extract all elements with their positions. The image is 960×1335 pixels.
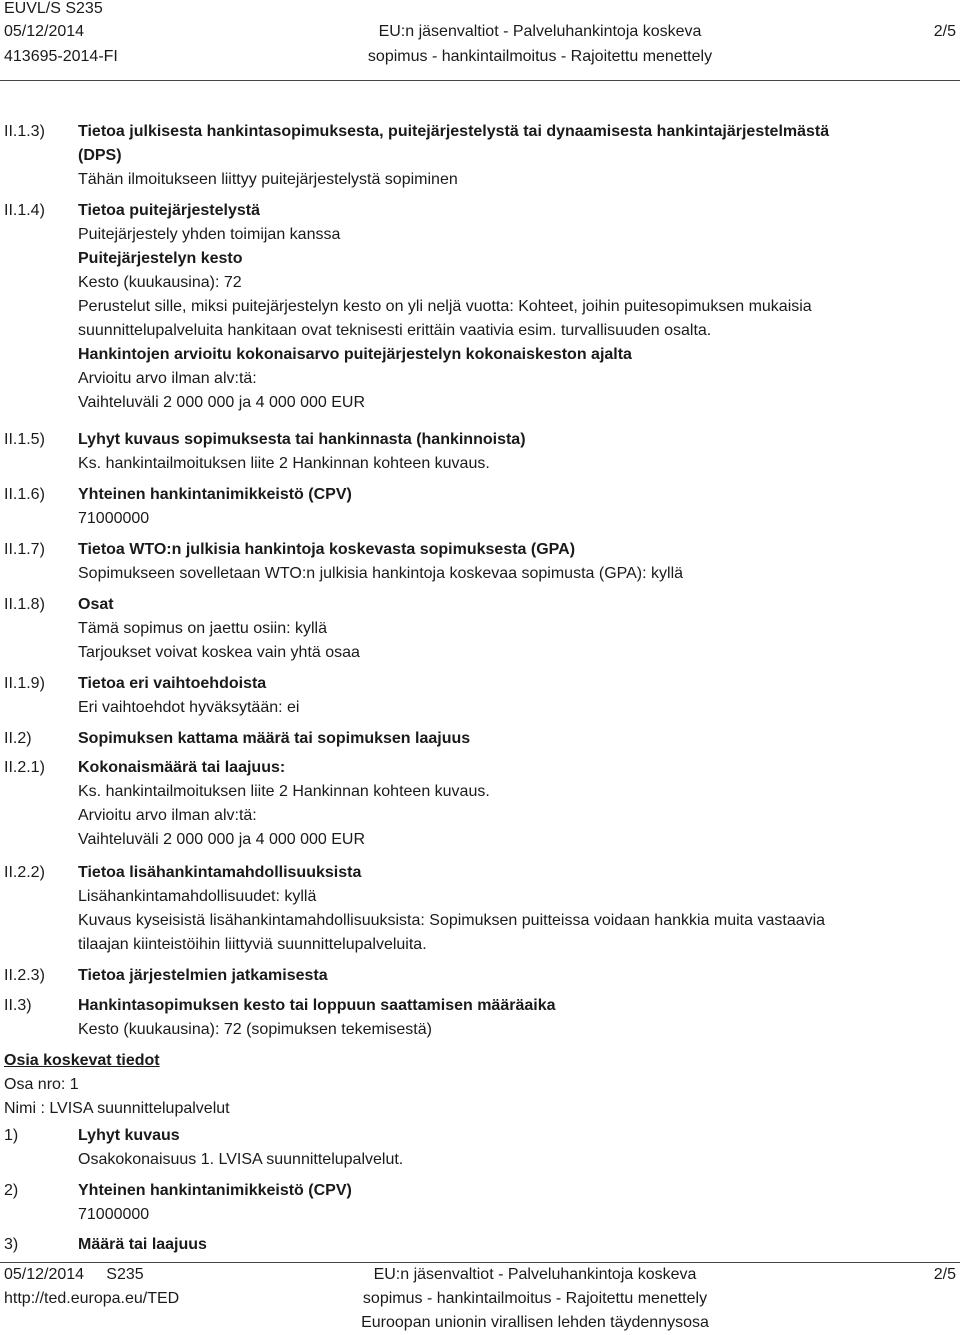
lot-item-heading: Määrä tai laajuus xyxy=(78,1236,207,1253)
section-heading: Yhteinen hankintanimikkeistö (CPV) xyxy=(78,486,352,503)
section-text xyxy=(78,120,918,192)
section-heading: Hankintasopimuksen kesto tai loppuun saattamisen määräaika xyxy=(78,997,556,1014)
header-page-number: 2/5 xyxy=(933,23,956,40)
lots-heading: Osia koskevat tiedot xyxy=(4,1052,160,1069)
lots-section xyxy=(4,1049,230,1121)
footer-url[interactable]: http://ted.europa.eu/TED xyxy=(4,1290,180,1307)
lot-item-number: 3) xyxy=(4,1236,19,1253)
header-title-2: sopimus - hankintailmoitus - Rajoitettu menettely xyxy=(367,48,713,65)
section-text xyxy=(78,964,918,988)
section-text xyxy=(78,756,918,852)
page-footer xyxy=(0,1262,960,1334)
section-line: Arvioitu arvo ilman alv:tä: xyxy=(78,807,257,824)
lot-item-number: 2) xyxy=(4,1182,19,1199)
section-heading: Tietoa eri vaihtoehdoista xyxy=(78,675,267,692)
lot-item-text xyxy=(78,1124,918,1172)
section-line: Kuvaus kyseisistä lisähankintamahdollisuuksista: Sopimuksen puitteissa voidaan hankkia muita vastaavia xyxy=(78,912,826,929)
section-line: Puitejärjestely yhden toimijan kanssa xyxy=(78,226,341,243)
section-line: Tähän ilmoitukseen liittyy puitejärjestelystä sopiminen xyxy=(78,171,458,188)
section-number: II.2.1) xyxy=(4,759,45,776)
footer-date-code: 05/12/2014 S235 xyxy=(4,1266,144,1283)
section-number: II.1.4) xyxy=(4,202,45,219)
section-line: Perustelut sille, miksi puitejärjestelyn kesto on yli neljä vuotta: Kohteet, joihin puitesopimuksen mukaisia xyxy=(78,298,812,315)
lot-name: Nimi : LVISA suunnittelupalvelut xyxy=(4,1100,230,1117)
section-heading: Kokonaismäärä tai laajuus: xyxy=(78,759,286,776)
section-text xyxy=(78,593,918,665)
section-number: II.1.9) xyxy=(4,675,45,692)
section-line: Kesto (kuukausina): 72 xyxy=(78,274,242,291)
section-text xyxy=(78,483,918,531)
section-text xyxy=(78,672,918,720)
section-line: Ks. hankintailmoituksen liite 2 Hankinnan kohteen kuvaus. xyxy=(78,783,490,800)
section-line: suunnittelupalveluita hankitaan ovat teknisesti erittäin vaativia esim. turvallisuuden osalta. xyxy=(78,322,712,339)
journal-ref: EUVL/S S235 xyxy=(4,0,103,17)
section-heading: Tietoa puitejärjestelystä xyxy=(78,202,260,219)
section-heading: Tietoa julkisesta hankintasopimuksesta, puitejärjestelystä tai dynaamisesta hankintajärjestelmästä xyxy=(78,123,830,140)
lot-item-heading: Yhteinen hankintanimikkeistö (CPV) xyxy=(78,1182,352,1199)
footer-title-3: Euroopan unionin virallisen lehden täydennysosa xyxy=(361,1314,709,1331)
footer-page-number: 2/5 xyxy=(933,1266,956,1283)
footer-title-2: sopimus - hankintailmoitus - Rajoitettu menettely xyxy=(362,1290,708,1307)
section-number: II.2) xyxy=(4,730,32,747)
notice-number: 413695-2014-FI xyxy=(4,48,118,65)
section-line: Ks. hankintailmoituksen liite 2 Hankinnan kohteen kuvaus. xyxy=(78,455,490,472)
section-line: 71000000 xyxy=(78,510,150,527)
page-header xyxy=(0,0,960,70)
section-number: II.3) xyxy=(4,997,32,1014)
section-number: II.1.6) xyxy=(4,486,45,503)
section-line: tilaajan kiinteistöihin liittyviä suunnittelupalveluita. xyxy=(78,936,427,953)
section-text xyxy=(78,538,918,586)
section-heading: Tietoa WTO:n julkisia hankintoja koskevasta sopimuksesta (GPA) xyxy=(78,541,576,558)
footer-title-1: EU:n jäsenvaltiot - Palveluhankintoja koskeva xyxy=(373,1266,697,1283)
lot-item-line: 71000000 xyxy=(78,1206,150,1223)
section-heading: Puitejärjestelyn kesto xyxy=(78,250,243,267)
section-heading: Tietoa lisähankintamahdollisuuksista xyxy=(78,864,362,881)
section-line: Tarjoukset voivat koskea vain yhtä osaa xyxy=(78,644,360,661)
lot-item-line: Osakokonaisuus 1. LVISA suunnittelupalvelut. xyxy=(78,1151,404,1168)
section-text xyxy=(78,994,918,1042)
section-number: II.1.8) xyxy=(4,596,45,613)
section-heading: Osat xyxy=(78,596,114,613)
section-heading: Sopimuksen kattama määrä tai sopimuksen laajuus xyxy=(78,730,471,747)
section-number: II.1.3) xyxy=(4,123,45,140)
section-text xyxy=(78,861,918,957)
section-line: Arvioitu arvo ilman alv:tä: xyxy=(78,370,257,387)
section-text xyxy=(78,727,918,751)
section-heading: Hankintojen arvioitu kokonaisarvo puitejärjestelyn kokonaiskeston ajalta xyxy=(78,346,632,363)
section-text xyxy=(78,199,918,415)
section-number: II.2.3) xyxy=(4,967,45,984)
section-line: Lisähankintamahdollisuudet: kyllä xyxy=(78,888,317,905)
section-heading: Tietoa järjestelmien jatkamisesta xyxy=(78,967,328,984)
section-heading: Lyhyt kuvaus sopimuksesta tai hankinnasta (hankinnoista) xyxy=(78,431,526,448)
section-number: II.1.7) xyxy=(4,541,45,558)
section-line: Kesto (kuukausina): 72 (sopimuksen tekemisestä) xyxy=(78,1021,432,1038)
section-number: II.2.2) xyxy=(4,864,45,881)
section-number: II.1.5) xyxy=(4,431,45,448)
lot-item-number: 1) xyxy=(4,1127,19,1144)
lot-item-text xyxy=(78,1233,918,1257)
header-date: 05/12/2014 xyxy=(4,23,85,40)
section-line: Vaihteluväli 2 000 000 ja 4 000 000 EUR xyxy=(78,394,366,411)
section-text xyxy=(78,428,918,476)
lot-item-text xyxy=(78,1179,918,1227)
section-heading: (DPS) xyxy=(78,147,122,164)
section-line: Sopimukseen sovelletaan WTO:n julkisia hankintoja koskevaa sopimusta (GPA): kyllä xyxy=(78,565,684,582)
section-line: Tämä sopimus on jaettu osiin: kyllä xyxy=(78,620,327,637)
section-line: Eri vaihtoehdot hyväksytään: ei xyxy=(78,699,300,716)
header-title-1: EU:n jäsenvaltiot - Palveluhankintoja koskeva xyxy=(378,23,702,40)
lot-number: Osa nro: 1 xyxy=(4,1076,79,1093)
header-divider xyxy=(0,80,960,81)
section-line: Vaihteluväli 2 000 000 ja 4 000 000 EUR xyxy=(78,831,366,848)
lot-item-heading: Lyhyt kuvaus xyxy=(78,1127,180,1144)
